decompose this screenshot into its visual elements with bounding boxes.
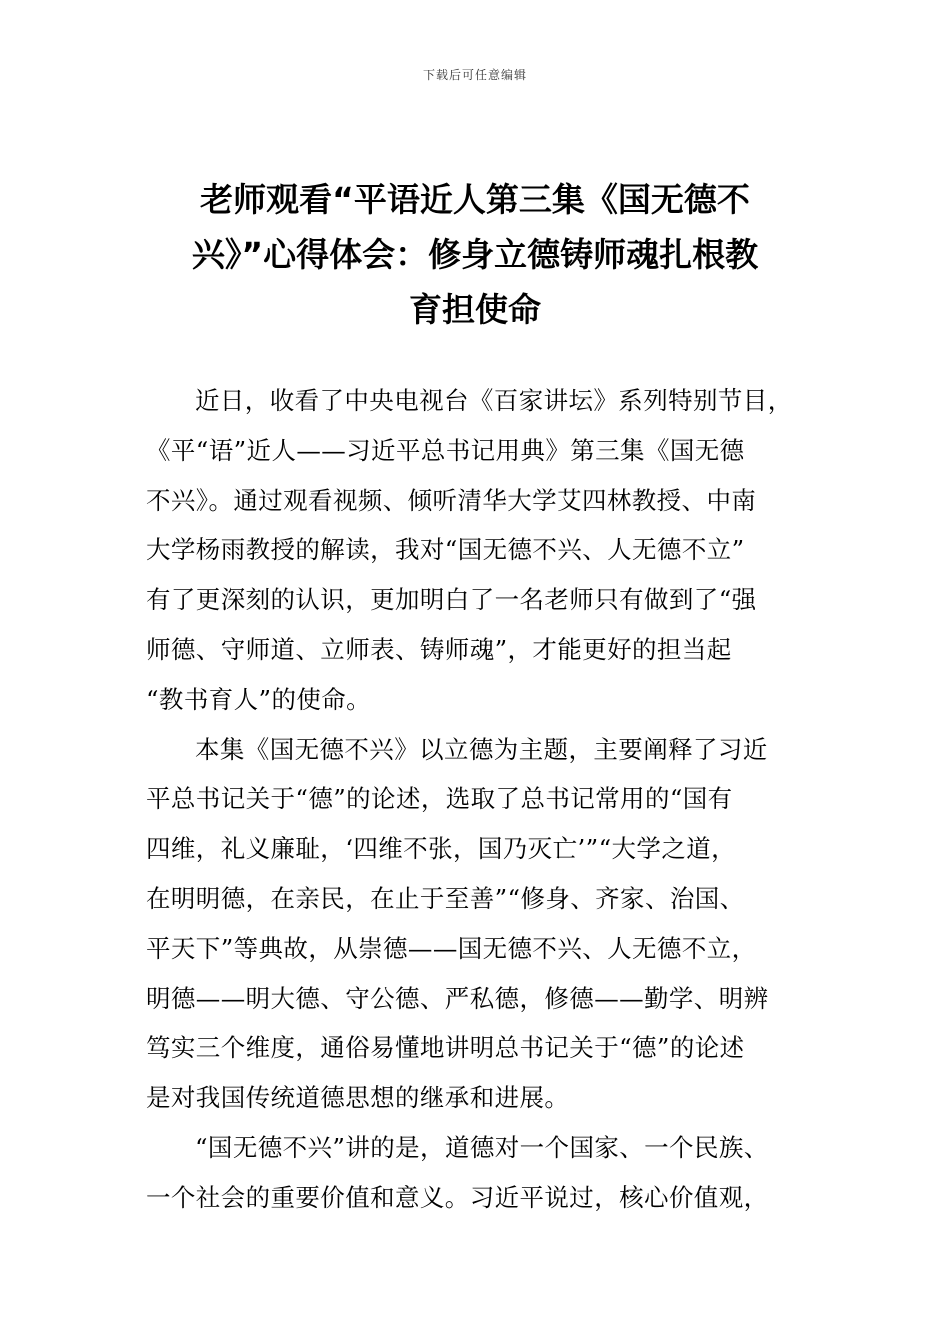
header-note: 下载后可任意编辑 [422,68,527,82]
paragraph-line: “国无德不兴”讲的是，道德对一个国家、一个民族、 [195,1132,769,1162]
title-line: 老师观看“平语近人第三集《国无德不 [200,180,750,219]
paragraph-line: 是对我国传统道德思想的继承和进展。 [146,1083,570,1113]
paragraph-line: 一个社会的重要价值和意义。习近平说过，核心价值观， [146,1182,769,1212]
paragraph-line: 近日，收看了中央电视台《百家讲坛》系列特别节目， [195,386,793,415]
paragraph-line: 明德——明大德、守公德、严私德，修德——勤学、明辨 [146,983,769,1013]
document-title [148,172,802,337]
document-body [146,376,826,1223]
paragraph-line: 平天下”等典故，从崇德——国无德不兴、人无德不立， [146,933,757,963]
paragraph-line: 四维，礼义廉耻，‘四维不张，国乃灭亡’”“大学之道， [146,834,737,864]
paragraph-line: 大学杨雨教授的解读，我对“国无德不兴、人无德不立” [146,535,745,565]
paragraph-line: 本集《国无德不兴》以立德为主题，主要阐释了习近 [195,734,768,764]
paragraph-line: 师德、守师道、立师表、铸师魂”，才能更好的担当起 [146,634,732,664]
title-line: 兴》”心得体会：修身立德铸师魂扎根教 [191,235,759,274]
paragraph-line: 平总书记关于“德”的论述，选取了总书记常用的“国有 [146,784,733,814]
paragraph-line: 不兴》。通过观看视频、倾听清华大学艾四林教授、中南 [146,485,757,515]
paragraph-line: “教书育人”的使命。 [146,684,372,714]
paragraph-line: 在明明德，在亲民，在止于至善”“修身、齐家、治国、 [146,883,745,913]
paragraph-line: 有了更深刻的认识，更加明白了一名老师只有做到了“强 [146,585,757,615]
paragraph-line: 《平“语”近人——习近平总书记用典》第三集《国无德 [146,435,745,465]
title-line: 育担使命 [409,290,541,329]
paragraph-line: 笃实三个维度，通俗易懂地讲明总书记关于“德”的论述 [146,1033,745,1063]
